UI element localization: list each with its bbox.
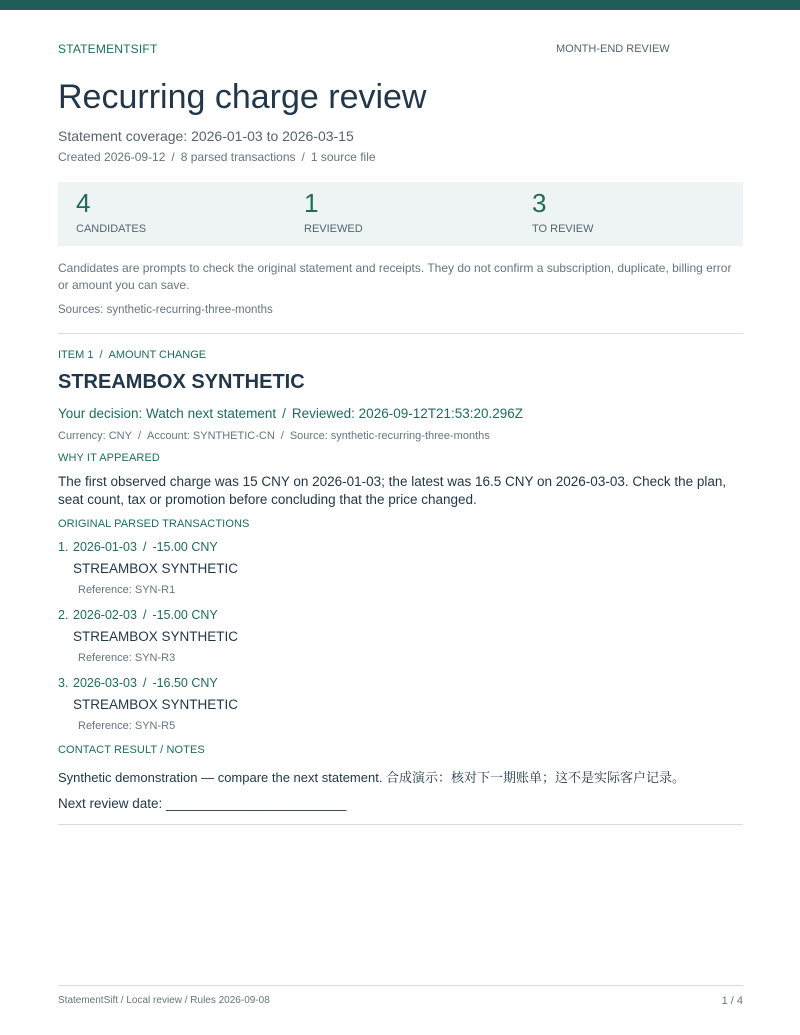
transaction-amount: -16.50 CNY [152,676,218,690]
item-source: Source: synthetic-recurring-three-months [289,430,490,442]
transaction-date: 2026-03-03 [73,676,137,690]
merchant-name: STREAMBOX SYNTHETIC [58,371,305,393]
stat-value: 3 [532,188,547,218]
transaction-amount: -15.00 CNY [152,608,218,622]
transaction-summary: 2. 2026-02-03 / -15.00 CNY [58,608,218,622]
contact-notes: Synthetic demonstration — compare the next statement. 合成演示：核对下一期账单；这不是实际客户记录。 [58,770,686,785]
stat-value: 4 [76,188,91,218]
transaction-reference: Reference: SYN-R1 [78,584,176,596]
footer-text: StatementSift / Local review / Rules 2026-09-08 [58,995,270,1006]
page-number: 1 / 4 [721,995,743,1007]
decision-line: Your decision: Watch next statement / Reviewed: 2026-09-12T21:53:20.296Z [58,406,524,421]
transaction-date: 2026-02-03 [73,608,137,622]
transaction-merchant: STREAMBOX SYNTHETIC [73,697,239,712]
transaction-summary: 1. 2026-01-03 / -15.00 CNY [58,540,218,554]
why-heading: WHY IT APPEARED [58,452,160,464]
item-kind: AMOUNT CHANGE [108,349,207,361]
statement-coverage: Statement coverage: 2026-01-03 to 2026-03-15 [58,128,354,144]
divider [58,333,743,334]
stat-value: 1 [304,188,319,218]
transaction-number: 3. [58,676,69,690]
top-accent-bar [0,0,800,10]
transactions-heading: ORIGINAL PARSED TRANSACTIONS [58,518,250,530]
item-kicker: ITEM 1 / AMOUNT CHANGE [58,349,207,361]
item-number: ITEM 1 [58,349,94,361]
page-title: Recurring charge review [58,78,427,116]
disclaimer-notice: Candidates are prompts to check the original statement and receipts. They do not confirm a subscription, duplicate, billing error or amount you can save. [58,261,732,292]
next-review-date: Next review date: ________________________ [58,796,347,811]
stat-label: REVIEWED [304,223,363,235]
reviewed-timestamp: Reviewed: 2026-09-12T21:53:20.296Z [291,406,524,421]
transaction-reference: Reference: SYN-R5 [78,720,176,732]
notes-heading: CONTACT RESULT / NOTES [58,744,205,756]
created-date: Created 2026-09-12 [58,150,166,164]
stat-label: TO REVIEW [532,223,594,235]
transaction-merchant: STREAMBOX SYNTHETIC [73,561,239,576]
sources-line: Sources: synthetic-recurring-three-months [58,304,273,316]
parsed-count: 8 parsed transactions [180,150,296,164]
decision-value: Your decision: Watch next statement [58,406,277,421]
transaction-reference: Reference: SYN-R3 [78,652,176,664]
item-meta: Currency: CNY / Account: SYNTHETIC-CN / Source: synthetic-recurring-three-months [58,430,490,442]
account: Account: SYNTHETIC-CN [147,430,275,442]
why-explanation: The first observed charge was 15 CNY on 2026-01-03; the latest was 16.5 CNY on 2026-03-03. Check the plan, seat count, tax or promotion before concluding that the price changed. [58,474,727,507]
transaction-merchant: STREAMBOX SYNTHETIC [73,629,239,644]
transaction-amount: -15.00 CNY [152,540,218,554]
brand-name: STATEMENTSIFT [58,42,158,56]
transaction-summary: 3. 2026-03-03 / -16.50 CNY [58,676,218,690]
transaction-number: 1. [58,540,69,554]
report-meta: Created 2026-09-12 / 8 parsed transactions / 1 source file [58,150,376,164]
summary-stats [58,182,743,246]
divider [58,824,743,825]
source-file-count: 1 source file [310,150,376,164]
footer-divider [58,985,743,986]
transaction-number: 2. [58,608,69,622]
stat-label: CANDIDATES [76,223,147,235]
report-section-label: MONTH-END REVIEW [556,43,670,55]
currency: Currency: CNY [58,430,132,442]
transaction-date: 2026-01-03 [73,540,137,554]
